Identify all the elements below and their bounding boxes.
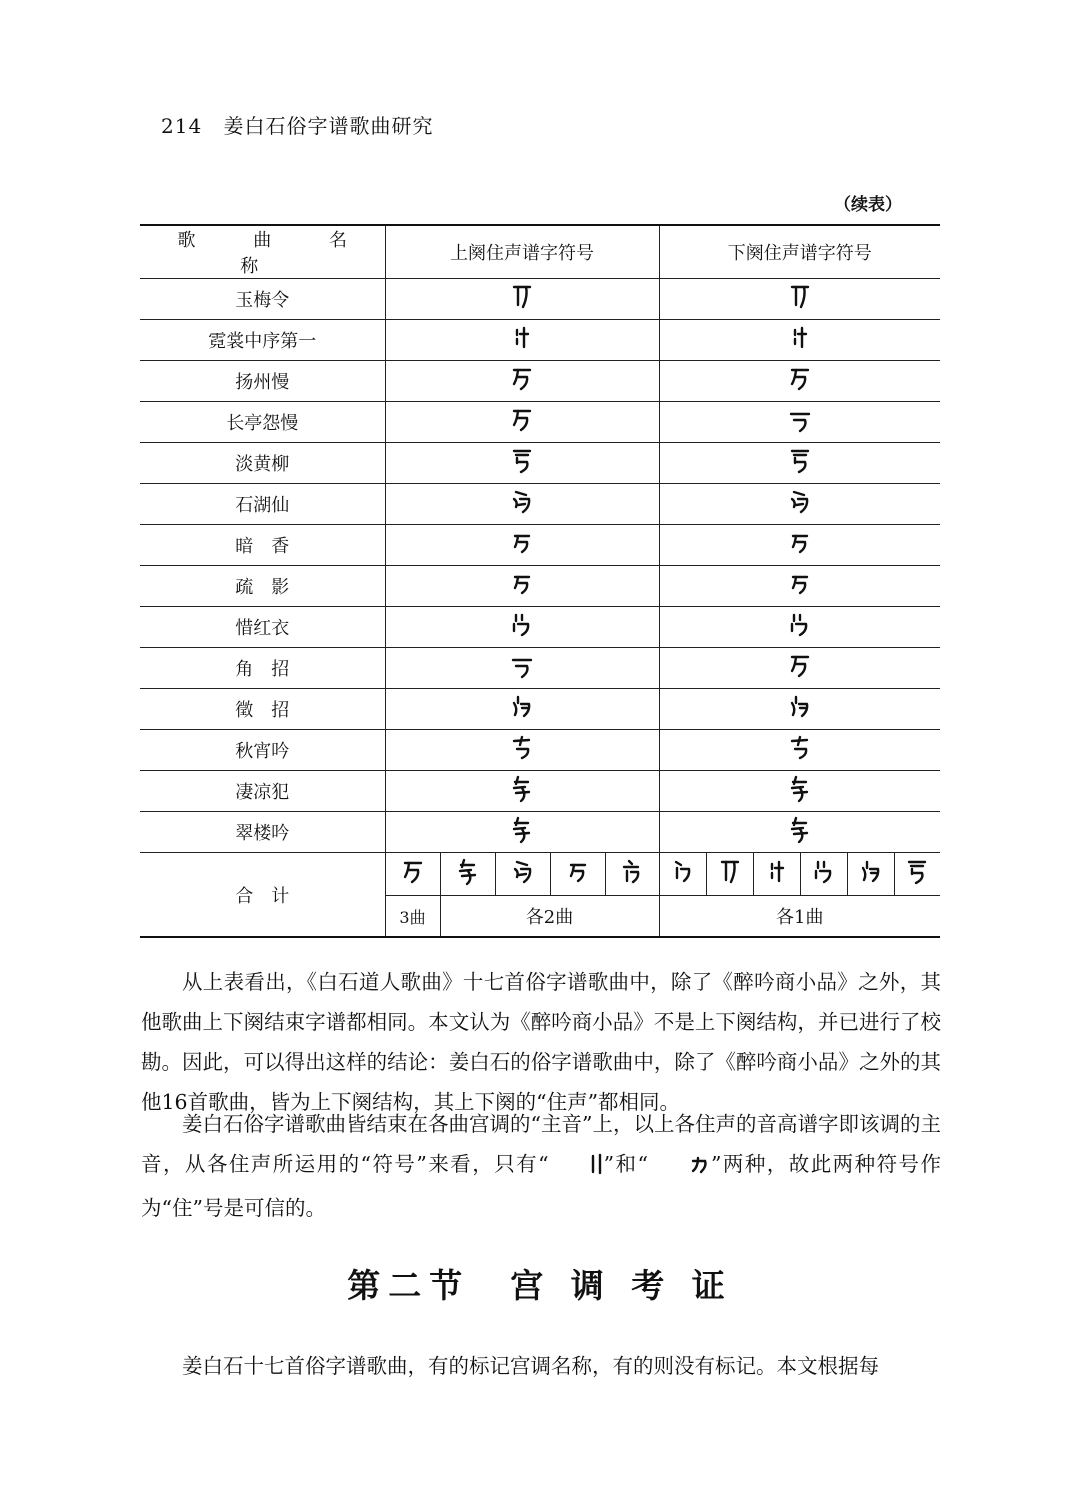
upper-symbol-cell <box>385 402 659 443</box>
summary-symbol-cell <box>385 853 440 896</box>
symbol-C-icon <box>509 405 535 440</box>
lower-symbol-cell <box>659 812 940 853</box>
song-name-cell: 翠楼吟 <box>140 812 385 853</box>
paragraph-3: 姜白石十七首俗字谱歌曲，有的标记宫调名称，有的则没有标记。本文根据每 <box>182 1354 879 1378</box>
summary-symbol-cell <box>894 853 940 896</box>
upper-symbol-cell <box>385 279 659 320</box>
lower-symbol-cell <box>659 443 940 484</box>
col-header-song-name: 歌 曲 名 称 <box>140 225 385 279</box>
upper-symbol-cell <box>385 607 659 648</box>
table-row <box>140 566 940 607</box>
summary-count-cell: 各2曲 <box>440 896 659 938</box>
symbol-J-icon <box>509 733 535 768</box>
table-row <box>140 320 940 361</box>
table-row <box>140 361 940 402</box>
continued-label: （续表） <box>834 195 902 215</box>
upper-symbol-cell <box>385 320 659 361</box>
upper-symbol-cell <box>385 566 659 607</box>
upper-symbol-cell <box>385 484 659 525</box>
table-row <box>140 402 940 443</box>
song-name-cell: 扬州慢 <box>140 361 385 402</box>
table-row <box>140 484 940 525</box>
ending-symbol-table <box>140 224 940 938</box>
running-header <box>161 110 434 139</box>
symbol-F-icon <box>510 857 536 892</box>
col-header-lower: 下阕住声谱字符号 <box>659 225 940 279</box>
symbol-A-icon <box>509 282 535 317</box>
table-row <box>140 607 940 648</box>
lower-symbol-cell <box>659 648 940 689</box>
symbol-E-icon <box>787 446 813 481</box>
symbol-J-icon <box>787 733 813 768</box>
page-number: 214 <box>161 114 203 138</box>
summary-count-cell: 各1曲 <box>659 896 940 938</box>
symbol-E-icon <box>904 857 930 892</box>
symbol-F-icon <box>509 487 535 522</box>
song-name-cell: 疏 影 <box>140 566 385 607</box>
upper-symbol-cell <box>385 771 659 812</box>
summary-label: 合 计 <box>140 853 385 938</box>
summary-symbol-cell <box>847 853 894 896</box>
summary-symbol-cell <box>495 853 550 896</box>
summary-count-cell: 3曲 <box>385 896 440 938</box>
upper-symbol-cell <box>385 689 659 730</box>
lower-symbol-cell <box>659 730 940 771</box>
symbol-G-icon <box>787 528 813 563</box>
paragraph-2: 姜白石俗字谱歌曲皆结束在各曲宫调的“主音”上，以上各住声的音高谱字即该调的主音，从各住声所运用的“符号”来看，只有“ ”和“ ”两种，故此两种符号作为“住”号是可信的。 <box>141 1112 941 1220</box>
lower-symbol-cell <box>659 484 940 525</box>
symbol-B-icon <box>764 857 790 892</box>
symbol-K-icon <box>455 857 481 892</box>
symbol-H-icon <box>811 857 837 892</box>
lower-symbol-cell <box>659 361 940 402</box>
table-row <box>140 689 940 730</box>
symbol-A-icon <box>787 282 813 317</box>
song-name-cell: 徵 招 <box>140 689 385 730</box>
lower-symbol-cell <box>659 771 940 812</box>
symbol-K-icon <box>787 815 813 850</box>
symbol-A-icon <box>717 857 743 892</box>
symbol-K-icon <box>509 815 535 850</box>
symbol-C-icon <box>787 651 813 686</box>
symbol-G-icon <box>787 569 813 604</box>
upper-symbol-cell <box>385 648 659 689</box>
symbol-D-icon <box>787 405 813 440</box>
table-row <box>140 279 940 320</box>
song-name-cell: 惜红衣 <box>140 607 385 648</box>
symbol-H-icon <box>509 610 535 645</box>
symbol-G-icon <box>509 569 535 604</box>
upper-symbol-cell <box>385 443 659 484</box>
song-name-cell: 暗 香 <box>140 525 385 566</box>
upper-symbol-cell <box>385 525 659 566</box>
summary-symbol-cell <box>440 853 495 896</box>
table-row <box>140 443 940 484</box>
symbol-C-icon <box>509 364 535 399</box>
table-row <box>140 812 940 853</box>
table-row <box>140 525 940 566</box>
table-row <box>140 771 940 812</box>
symbol-B-icon <box>787 323 813 358</box>
lower-symbol-cell <box>659 402 940 443</box>
symbol-I-icon <box>858 857 884 892</box>
symbol-G-icon <box>509 528 535 563</box>
summary-symbol-cell <box>753 853 800 896</box>
song-name-cell: 霓裳中序第一 <box>140 320 385 361</box>
symbol-C-icon <box>787 364 813 399</box>
table-row <box>140 730 940 771</box>
symbol-G-icon <box>565 857 591 892</box>
section-heading: 第二节 宫 调 考 证 <box>347 1266 733 1305</box>
song-name-cell: 秋宵吟 <box>140 730 385 771</box>
symbol-E-icon <box>509 446 535 481</box>
symbol-A-inline-icon <box>549 1148 604 1188</box>
symbol-L-icon <box>619 857 645 892</box>
song-name-cell: 长亭怨慢 <box>140 402 385 443</box>
summary-symbol-cell <box>706 853 753 896</box>
book-title: 姜白石俗字谱歌曲研究 <box>223 114 434 138</box>
upper-symbol-cell <box>385 361 659 402</box>
symbol-H-icon <box>787 610 813 645</box>
song-name-cell: 石湖仙 <box>140 484 385 525</box>
lower-symbol-cell <box>659 279 940 320</box>
col-header-upper: 上阕住声谱字符号 <box>385 225 659 279</box>
symbol-B-icon <box>509 323 535 358</box>
lower-symbol-cell <box>659 689 940 730</box>
song-name-cell: 淡黄柳 <box>140 443 385 484</box>
symbol-K-icon <box>787 774 813 809</box>
song-name-cell: 玉梅令 <box>140 279 385 320</box>
upper-symbol-cell <box>385 812 659 853</box>
paragraph-1: 从上表看出，《白石道人歌曲》十七首俗字谱歌曲中，除了《醉吟商小品》之外，其他歌曲上下阕结束字谱都相同。本文认为《醉吟商小品》不是上下阕结构，并已进行了校勘。因此，可以得出这样的结论：姜白石的俗字谱歌曲中，除了《醉吟商小品》之外的其他16首歌曲，皆为上下阕结构，其上下阕的“住声”都相同。 <box>141 970 941 1114</box>
symbol-K-icon <box>509 774 535 809</box>
lower-symbol-cell <box>659 566 940 607</box>
song-name-cell: 凄凉犯 <box>140 771 385 812</box>
symbol-I-icon <box>787 692 813 727</box>
song-name-cell: 角 招 <box>140 648 385 689</box>
upper-symbol-cell <box>385 730 659 771</box>
symbol-F-icon <box>787 487 813 522</box>
symbol-I-icon <box>509 692 535 727</box>
lower-symbol-cell <box>659 320 940 361</box>
symbol-D-inline-icon <box>648 1148 711 1188</box>
lower-symbol-cell <box>659 607 940 648</box>
lower-symbol-cell <box>659 525 940 566</box>
symbol-D-icon <box>509 651 535 686</box>
table-row <box>140 648 940 689</box>
summary-symbols-row <box>140 853 940 896</box>
symbol-C-icon <box>400 857 426 892</box>
table-header-row <box>140 225 940 279</box>
summary-symbol-cell <box>550 853 605 896</box>
summary-symbol-cell <box>800 853 847 896</box>
symbol-M-icon <box>670 857 696 892</box>
summary-symbol-cell <box>659 853 706 896</box>
summary-symbol-cell <box>605 853 659 896</box>
